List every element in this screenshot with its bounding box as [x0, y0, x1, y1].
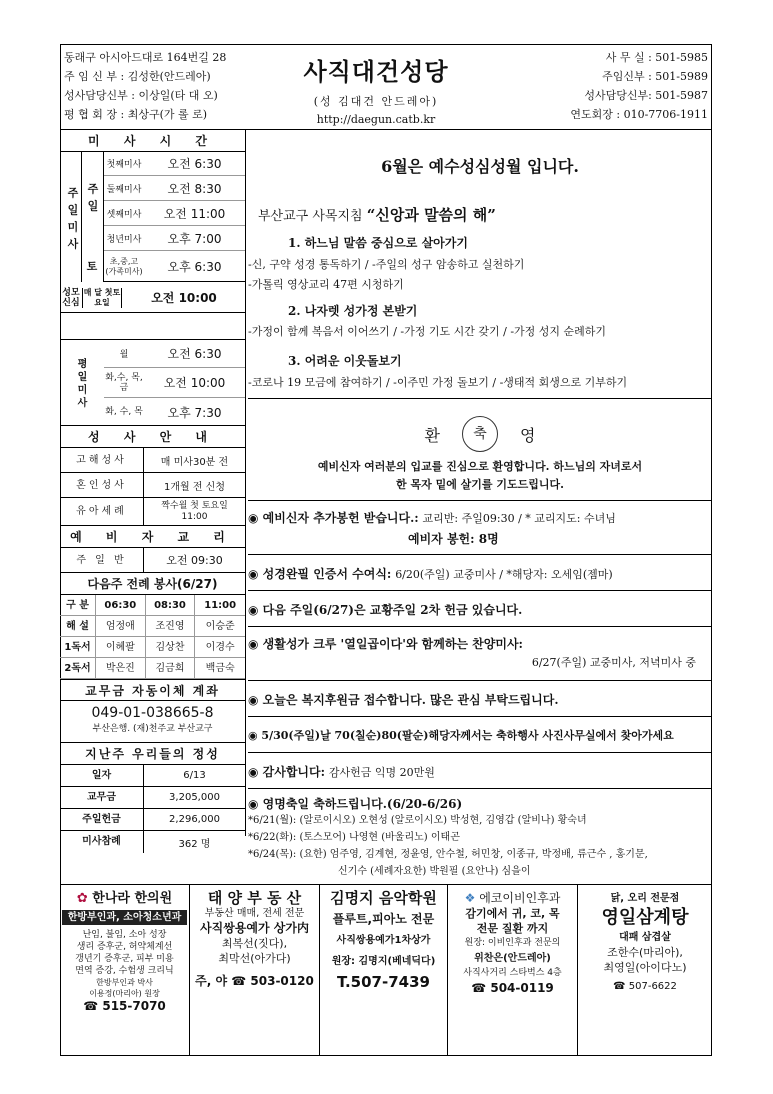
- ad-line: 원장: 이비인후과 전문의: [464, 938, 561, 948]
- ad-line: 이용정(마리아) 원장: [89, 989, 160, 998]
- ad-line: 대패 삼겹살: [619, 932, 671, 943]
- feastday-line: 신기수 (세례자요한) 박원필 (요안나) 심을이: [338, 866, 531, 877]
- ad-line: 갱년기 증후군, 피부 미용: [75, 954, 174, 964]
- header-center: [268, 44, 484, 130]
- ad-line: 원장: 김명지(베네딕다): [331, 956, 436, 967]
- ad-line: 전문 질환 까지: [476, 922, 549, 935]
- ad-line: 사직쌍용예가 상가内: [200, 921, 309, 935]
- feastday-lines4: [248, 863, 712, 880]
- header-right: [488, 48, 708, 124]
- weekday-mass: [60, 340, 245, 426]
- flower-icon: ✿: [76, 891, 88, 906]
- bulletin-welfare: ◉ 오늘은 복지후원금 접수합니다. 많은 관심 부탁드립니다.: [248, 680, 712, 716]
- ad-line: 사직쌍용예가1차상가: [336, 935, 431, 946]
- mass-schedule: [60, 152, 245, 340]
- feastday-lines2: [248, 829, 712, 846]
- header-left: [64, 48, 264, 124]
- ad-line: 최영일(아이다노): [603, 961, 687, 974]
- offering-row: 주일헌금 2,296,000: [60, 809, 245, 831]
- saturday-row: 초,중,고 (가족미사) 오후 6:30: [104, 252, 245, 282]
- ad-line: 면역 증강, 수험생 크리닉: [75, 966, 174, 976]
- pastor: 주 임 신 부 : 김성한(안드레아): [64, 70, 211, 83]
- bulletin-offering: ◉ 다음 주일(6/27)은 교황주일 2차 헌금 있습니다.: [248, 590, 712, 626]
- feastday-line: *6/21(월): (알로이시오) 오현성 (알로이시오) 박성현, 김영갑 (알비나) 황숙녀: [248, 815, 587, 826]
- assistant-phone: 성사담당신부: 501-5987: [584, 89, 708, 102]
- ad-name: 영일삼계탕: [601, 907, 689, 928]
- volunteer-title: 다음주 전례 봉사(6/27): [60, 573, 245, 595]
- bulletin-thanks: ◉ 감사합니다: 감사헌금 익명 20만원: [248, 752, 712, 788]
- weekday-row: 화, 수, 목 오후 7:30: [105, 405, 222, 420]
- sunday-label: 주일미사: [66, 187, 79, 255]
- ads-row: [60, 884, 712, 1056]
- bulletin-bible: ◉ 성경완필 인증서 수여식: 6/20(주일) 교중미사 / *해당자: 오세임(젬마): [248, 554, 712, 590]
- ad-music: [320, 885, 448, 1056]
- feastday-lines: [248, 812, 712, 829]
- ju-label: 주일: [86, 183, 99, 217]
- policy-3-line1: -코로나 19 모금에 참여하기 / -이주민 가정 돌보기 / -생태적 회생으로 기부하기: [248, 376, 628, 389]
- ad-phone: 주, 야 ☎ 503-0120: [195, 974, 314, 988]
- church-subtitle: (성 김대건 안드레아): [313, 95, 439, 108]
- ad-line: 위찬은(안드레아): [474, 953, 551, 964]
- sacrament-row: 고해성사 매 미사30분 전: [60, 448, 245, 473]
- holy-row: 성모신심 매 달 첫토요일 오전 10:00: [60, 283, 246, 313]
- ad-taeyang: [190, 885, 320, 1056]
- address: 동래구 아시아드대로 164번길 28: [64, 51, 227, 64]
- weekday-row: 월 오전 6:30: [104, 340, 245, 368]
- offering-row: 일자 6/13: [60, 765, 245, 787]
- sacrament-title: 성 사 안 내: [60, 426, 245, 448]
- account-title: 교무금 자동이체 계좌: [60, 679, 245, 701]
- month-title: 6월은 예수성심성월 입니다.: [381, 157, 579, 176]
- ad-phone: T.507-7439: [337, 973, 430, 991]
- ad-line: 최복선(짓다),: [221, 937, 288, 950]
- welcome-banner: 환 축 영: [248, 414, 712, 454]
- welcome-text2: 한 목자 밑에 살기를 기도드립니다.: [396, 478, 564, 491]
- mass-row: 둘째미사 오전 8:30: [104, 177, 245, 201]
- sacrament-row: 혼인성사 1개월 전 신청: [60, 473, 245, 498]
- catechumen-row: 주 일 반 오전 09:30: [60, 548, 245, 573]
- feastday-line: *6/22(화): (토스모어) 나영현 (바울리노) 이태곤: [248, 832, 460, 843]
- offering-title: 지난주 우리들의 정성: [60, 743, 245, 765]
- ad-line: 한방부인과, 소아청소년과: [62, 910, 187, 925]
- mass-title: 미 사 시 간: [60, 130, 245, 152]
- youth-phone: 연도회장 : 010-7706-1911: [570, 108, 708, 121]
- ad-phone: ☎ 515-7070: [83, 999, 166, 1013]
- ad-line: 닭, 오리 전문점: [610, 893, 680, 904]
- ad-line: 생리 증후군, 허약체계선: [76, 942, 173, 952]
- logo-icon: ❖: [464, 891, 476, 905]
- policy-2-title: 2. 나자렛 성가정 본받기: [288, 304, 418, 318]
- ad-line: 감기에서 귀, 코, 목: [465, 907, 560, 920]
- pastor-phone: 주임신부 : 501-5989: [602, 70, 708, 83]
- ad-line: 최막선(아가다): [218, 952, 291, 965]
- council-president: 평 협 회 장 : 최상구(가 롤 로): [64, 108, 208, 121]
- account-box: [60, 701, 245, 743]
- church-url[interactable]: http://daegun.catb.kr: [316, 113, 436, 126]
- bulletin-birthday: ◉ 5/30(주일)날 70(칠순)80(팔순)해당자께서는 축하행사 사진사무실에서 찾아가세요: [248, 716, 712, 752]
- account-number: 049-01-038665-8: [91, 705, 214, 721]
- sat-label: 토: [86, 260, 98, 273]
- policy-2-line1: -가정이 함께 복음서 이어쓰기 / -가정 기도 시간 갖기 / -가정 성지 순례하기: [248, 325, 607, 338]
- assistant-priest: 성사담당신부 : 이상일(타 대 오): [64, 89, 218, 102]
- ad-name: ❖ 에코이비인후과: [464, 891, 561, 905]
- offering-row: 교무금 3,205,000: [60, 787, 245, 809]
- ad-phone: ☎ 504-0119: [471, 981, 554, 995]
- policy-line: 부산교구 사목지침 “신앙과 말씀의 해”: [258, 206, 496, 224]
- catechumen-title: 예 비 자 교 리: [60, 526, 245, 548]
- ad-name: 김명지 음악학원: [330, 889, 437, 907]
- ad-line: 한방부인과 박사: [96, 978, 153, 987]
- bulletin-praise: ◉ 생활성가 크루 '열일곱이다'와 함께하는 찬양미사: 6/27(주일) 교중미사, 저녁미사 중: [248, 626, 712, 680]
- ad-samgyetang: [578, 885, 712, 1056]
- mass-row: 청년미사 오후 7:00: [104, 227, 245, 251]
- church-title: 사직대건성당: [303, 58, 449, 86]
- left-column: [60, 130, 246, 850]
- header: [60, 44, 712, 130]
- ad-line: 부동산 매매, 전세 전문: [204, 908, 305, 919]
- ad-line: 조한수(마리아),: [607, 946, 683, 959]
- ad-line: 플루트,피아노 전문: [332, 912, 435, 926]
- mass-row: 셋째미사 오전 11:00: [104, 202, 245, 226]
- offering-row: 미사참례 362 명: [60, 831, 245, 853]
- office-phone: 사 무 실 : 501-5985: [605, 51, 708, 64]
- mass-row: 첫째미사 오전 6:30: [104, 152, 245, 176]
- ad-echo-ent: [448, 885, 578, 1056]
- bulletin-catechumen: ◉ 예비신자 추가봉헌 받습니다.: 교리반: 주일09:30 / * 교리지도: 수녀님 예비자 봉헌: 8명: [248, 500, 712, 554]
- sacrament-row: 유아세례 짝수월 첫 토요일 11:00: [60, 498, 245, 526]
- ad-phone: ☎ 507-6622: [613, 981, 677, 992]
- ad-line: 난임, 불임, 소아 성장: [82, 930, 167, 940]
- volunteer-table: 구 분 06:30 08:30 11:00 해 설 엄정애 조진영 이승준 1독서 이혜팔 김상찬 이경수 2독서 박은진 김금희 백금숙: [60, 595, 245, 679]
- ad-line: 사직사거리 스타벅스 4층: [463, 968, 562, 978]
- policy-1-title: 1. 하느님 말씀 중심으로 살아가기: [288, 236, 468, 250]
- feastday-line: *6/24(목): (요한) 엄주영, 김계현, 정윤영, 안수철, 허민창, 이종규, 박정배, 류근수 , 홍기문,: [248, 849, 648, 860]
- bulletin-feastday: ◉ 영명축일 축하드립니다.(6/20-6/26): [248, 788, 712, 836]
- welcome-text1: 예비신자 여러분의 입교를 진심으로 환영합니다. 하느님의 자녀로서: [317, 460, 643, 473]
- weekday-label: 평일미사: [75, 358, 86, 410]
- weekday-row: 화,수, 목,금 오전 10:00: [104, 368, 245, 398]
- policy-1-line1: -신, 구약 성경 통독하기 / -주일의 성구 암송하고 실천하기: [248, 258, 525, 271]
- account-bank: 부산은행. (재)천주교 부산교구: [92, 724, 213, 734]
- feastday-lines3: [248, 846, 712, 863]
- policy-1-line2: -가톨릭 영상교리 47편 시청하기: [248, 278, 404, 291]
- ad-hanara: [60, 885, 190, 1056]
- policy-3-title: 3. 어려운 이웃돌보기: [288, 354, 402, 368]
- ad-name: 태 양 부 동 산: [207, 889, 302, 907]
- ad-name: ✿ 한나라 한의원: [76, 891, 173, 906]
- right-column: [248, 130, 712, 836]
